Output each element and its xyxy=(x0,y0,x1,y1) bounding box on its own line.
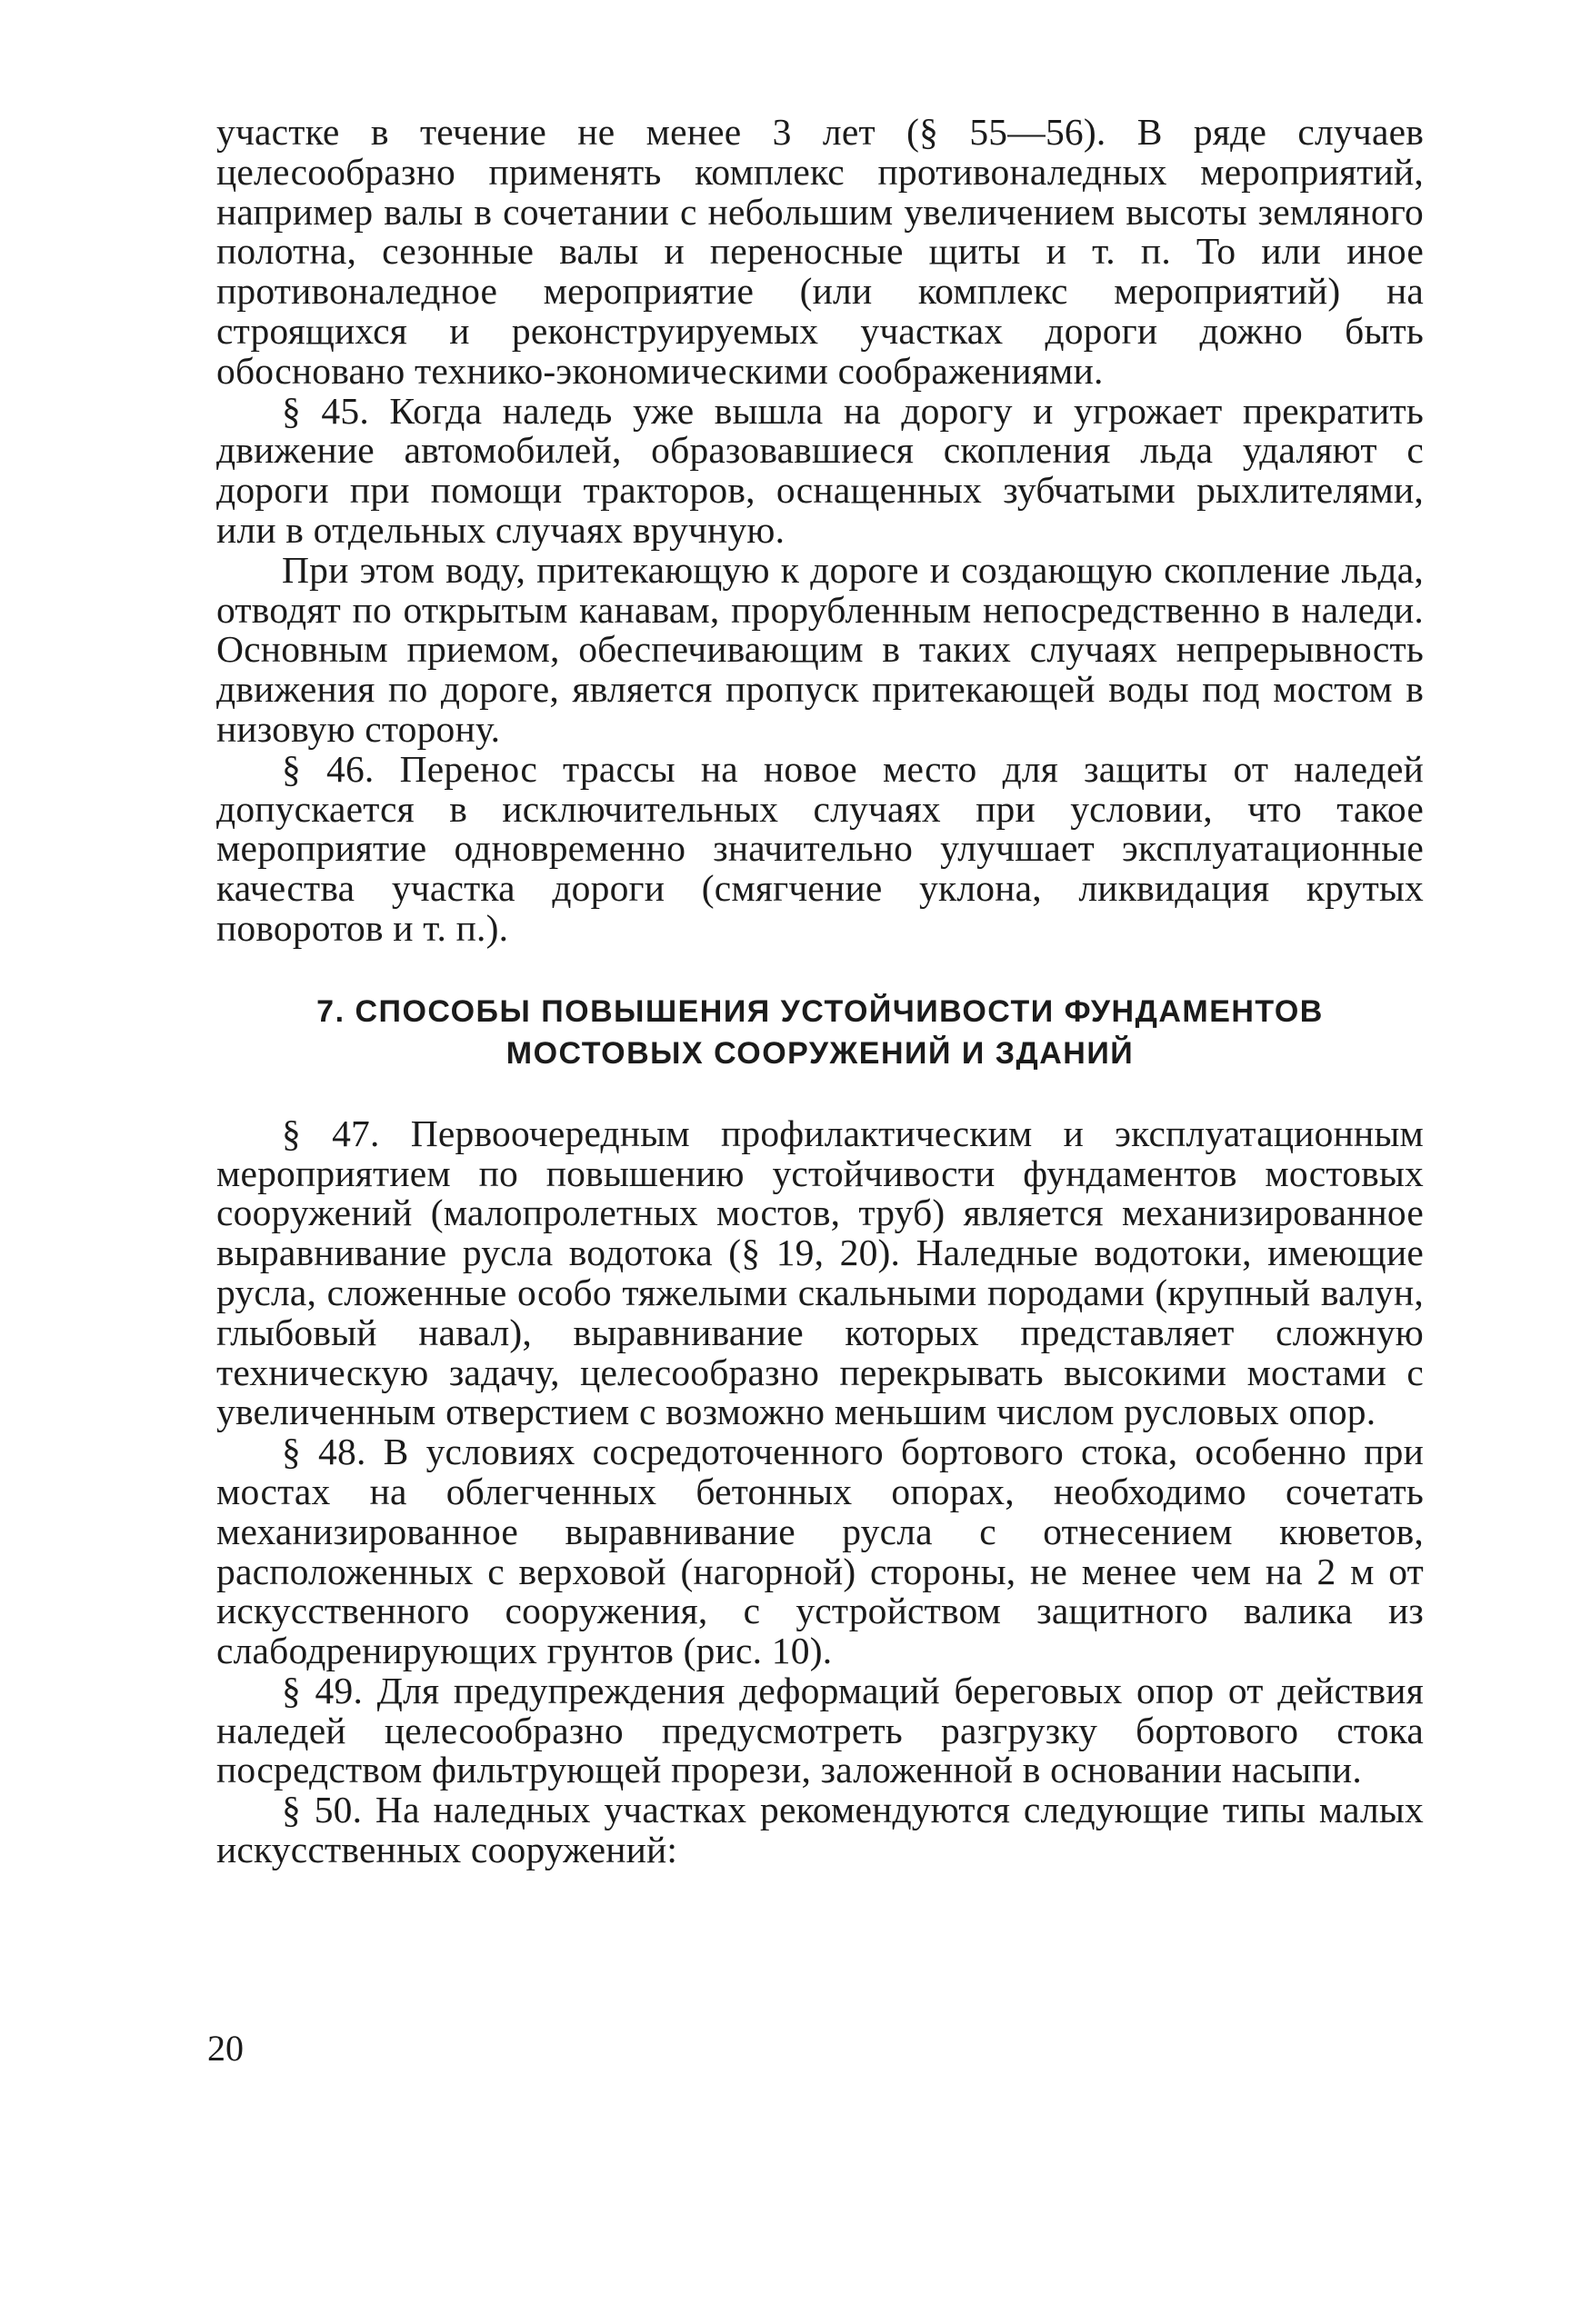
paragraph-45-continued: При этом воду, притекающую к дороге и создающую скопление льда, отводят по открытым канавам, прорубленным непосредственно в наледи. Основным приемом, обеспечивающим в таких случаях непрерывность движения по дороге, является пропуск притекающей воды под мостом в низовую сторону. xyxy=(216,548,1424,750)
paragraph-48: § 48. В условиях сосредоточенного бортового стока, особенно при мостах на облегченных бетонных опорах, необходимо сочетать механизированное выравнивание русла с отнесением кюветов, расположенных с верховой (нагорной) стороны, не менее чем на 2 м от искусственного сооружения, с устройством защитного валика из слабодренирующих грунтов (рис. 10). xyxy=(216,1431,1424,1672)
text-column xyxy=(216,113,1424,1870)
paragraph-45: § 45. Когда наледь уже вышла на дорогу и угрожает прекратить движение автомобилей, образовавшиеся скопления льда удаляют с дороги при помощи тракторов, оснащенных зубчатыми рыхлителями, или в отдельных случаях вручную. xyxy=(216,389,1424,551)
section-heading xyxy=(216,991,1424,1074)
section-heading-line-1: 7. СПОСОБЫ ПОВЫШЕНИЯ УСТОЙЧИВОСТИ ФУНДАМЕНТОВ xyxy=(316,993,1324,1029)
page-number: 20 xyxy=(207,2028,244,2069)
paragraph-46: § 46. Перенос трассы на новое место для защиты от наледей допускается в исключительных случаях при условии, что такое мероприятие одновременно значительно улучшает эксплуатационные качества участка дороги (смягчение уклона, ликвидация крутых поворотов и т. п.). xyxy=(216,747,1424,949)
paragraph-continuation: участке в течение не менее 3 лет (§ 55—56). В ряде случаев целесообразно применять комплекс противоналедных мероприятий, например валы в сочетании с небольшим увеличением высоты земляного полотна, сезонные валы и переносные щиты и т. п. То или иное противоналедное мероприятие (или комплекс мероприятий) на строящихся и реконструируемых участках дороги дожно быть обосновано технико-экономическими соображениями. xyxy=(216,111,1424,392)
paragraph-49: § 49. Для предупреждения деформаций береговых опор от действия наледей целесообразно предусмотреть разгрузку бортового стока посредством фильтрующей прорези, заложенной в основании насыпи. xyxy=(216,1669,1424,1791)
paragraph-47: § 47. Первоочередным профилактическим и эксплуатационным мероприятием по повышению устойчивости фундаментов мостовых сооружений (малопролетных мостов, труб) является механизированное выравнивание русла водотока (§ 19, 20). Наледные водотоки, имеющие русла, сложенные особо тяжелыми скальными породами (крупный валун, глыбовый навал), выравнивание которых представляет сложную техническую задачу, целесообразно перекрывать высокими мостами с увеличенным отверстием с возможно меньшим числом русловых опор. xyxy=(216,1112,1424,1433)
paragraph-50: § 50. На наледных участках рекомендуются следующие типы малых искусственных сооружений: xyxy=(216,1789,1424,1871)
section-heading-line-2: МОСТОВЫХ СООРУЖЕНИЙ И ЗДАНИЙ xyxy=(505,1035,1135,1071)
